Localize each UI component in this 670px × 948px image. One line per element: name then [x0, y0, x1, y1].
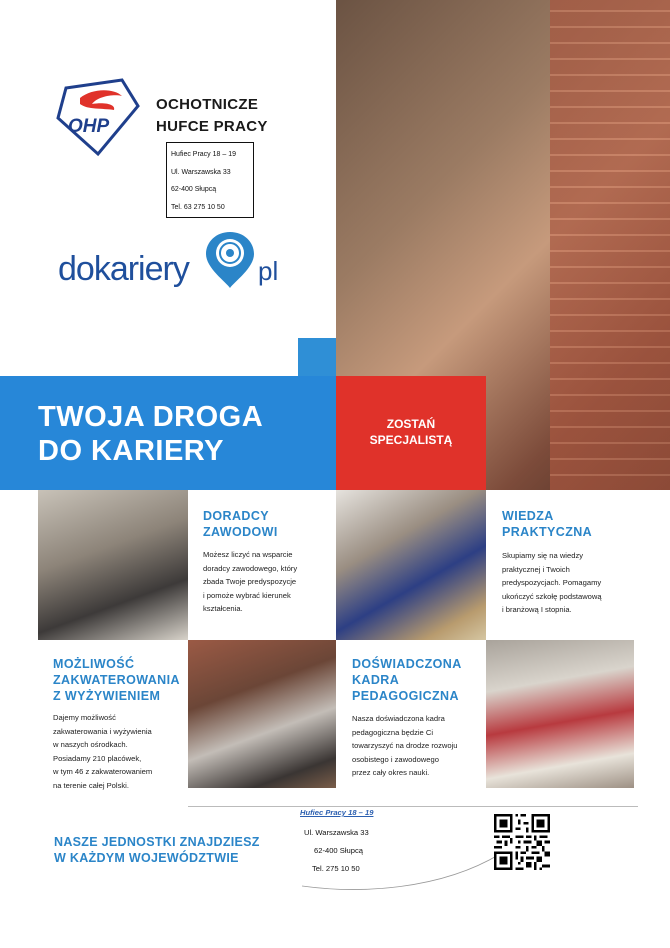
section-body-line: Dajemy możliwość: [53, 713, 116, 722]
section-body-line: na terenie całej Polski.: [53, 780, 129, 790]
cta-text: [336, 416, 486, 448]
ohp-logo-text: OHP: [68, 116, 110, 137]
map-pin-icon: [206, 232, 254, 288]
decorative-square: [298, 338, 336, 376]
org-name-line1: OCHOTNICZE: [156, 96, 259, 113]
section-body-line: zakwaterowania i wyżywienia: [53, 726, 152, 736]
footer-title-line: W KAŻDYM WOJEWÓDZTWIE: [54, 851, 239, 865]
photo-students-stairs: [188, 640, 336, 788]
address-line: Hufiec Pracy 18 – 19: [171, 151, 236, 158]
section-body-line: towarzyszyć na drodze rozwoju: [352, 741, 458, 750]
section-body-line: przez cały okres nauki.: [352, 768, 430, 777]
section-title-practical: [502, 508, 632, 540]
section-title-line: Z WYŻYWIENIEM: [53, 689, 161, 703]
section-body-line: predyspozycjach. Pomagamy: [502, 578, 602, 587]
address-line: 62-400 Słupcą: [171, 186, 217, 193]
page-title-line2: DO KARIERY: [38, 435, 224, 467]
section-body-line: Nasza doświadczona kadra: [352, 714, 445, 723]
section-body-line: praktycznej i Twoich: [502, 564, 570, 574]
cta-text-line1: ZOSTAŃ: [386, 417, 436, 431]
footer-title-line: NASZE JEDNOSTKI ZNAJDZIESZ: [54, 835, 260, 849]
footer-address-line: Tel. 275 10 50: [312, 864, 360, 873]
footer-address-line: Hufiec Pracy 18 – 19: [300, 808, 374, 817]
section-body-staff: [352, 712, 477, 780]
section-body-practical: [502, 549, 632, 617]
photo-practical-training: [336, 490, 486, 640]
section-title-line: ZAKWATEROWANIA: [53, 673, 180, 687]
dokariery-logo: [58, 222, 288, 290]
dokariery-logo-suffix: pl: [258, 256, 279, 286]
footer-title: [54, 834, 294, 866]
section-title-line: DORADCY: [203, 509, 269, 523]
section-title-line: KADRA: [352, 673, 400, 687]
org-name-line2: HUFCE PRACY: [156, 118, 268, 135]
section-title-line: PEDAGOGICZNA: [352, 689, 459, 703]
decorative-arc: [300, 850, 505, 890]
address-line: Ul. Warszawska 33: [171, 168, 231, 176]
section-body-line: i pomoże wybrać kierunek: [203, 590, 291, 600]
section-body-line: i branżową I stopnia.: [502, 605, 572, 614]
cta-text-line2: SPECJALISTĄ: [369, 433, 453, 447]
section-body-line: w tym 46 z zakwaterowaniem: [53, 767, 153, 776]
section-title-line: WIEDZA: [502, 509, 554, 523]
section-body-line: Posiadamy 210 placówek,: [53, 753, 142, 763]
section-body-line: w naszych ośrodkach.: [53, 740, 128, 749]
section-body-accommodation: [53, 711, 181, 792]
photo-classroom: [486, 640, 634, 788]
section-title-accommodation: [53, 656, 183, 704]
section-body-line: Możesz liczyć na wsparcie: [203, 550, 293, 559]
section-title-line: DOŚWIADCZONA: [352, 657, 462, 671]
footer-divider: [188, 806, 638, 807]
section-title-advisors: [203, 508, 333, 540]
footer-address-line: 62-400 Słupcą: [314, 846, 363, 855]
brick-wall: [550, 0, 670, 490]
footer-address-line: Ul. Warszawska 33: [304, 828, 369, 837]
section-body-line: zbada Twoje predyspozycje: [203, 577, 297, 586]
page-title-line1: TWOJA DROGA: [38, 401, 264, 433]
qr-code-icon[interactable]: [494, 814, 550, 870]
photo-career-advisors: [38, 490, 188, 640]
section-title-line: MOŻLIWOŚĆ: [53, 657, 135, 671]
section-title-line: PRAKTYCZNA: [502, 525, 593, 539]
dokariery-logo-text: dokariery: [58, 250, 189, 288]
section-title-staff: [352, 656, 482, 704]
section-body-line: ukończyć szkołę podstawową: [502, 591, 602, 601]
section-body-line: osobistego i zawodowego: [352, 754, 439, 764]
section-body-line: doradcy zawodowego, który: [203, 563, 298, 573]
section-body-line: pedagogiczna będzie Ci: [352, 727, 434, 737]
ohp-logo-icon: [52, 74, 144, 160]
section-body-line: Skupiamy się na wiedzy: [502, 551, 584, 560]
page-title: [38, 400, 328, 468]
address-box: [166, 142, 254, 218]
section-body-advisors: [203, 548, 331, 616]
org-name: [156, 94, 326, 138]
address-line: Tel. 63 275 10 50: [171, 203, 225, 211]
section-title-line: ZAWODOWI: [203, 525, 278, 539]
section-body-line: kształcenia.: [203, 604, 243, 613]
